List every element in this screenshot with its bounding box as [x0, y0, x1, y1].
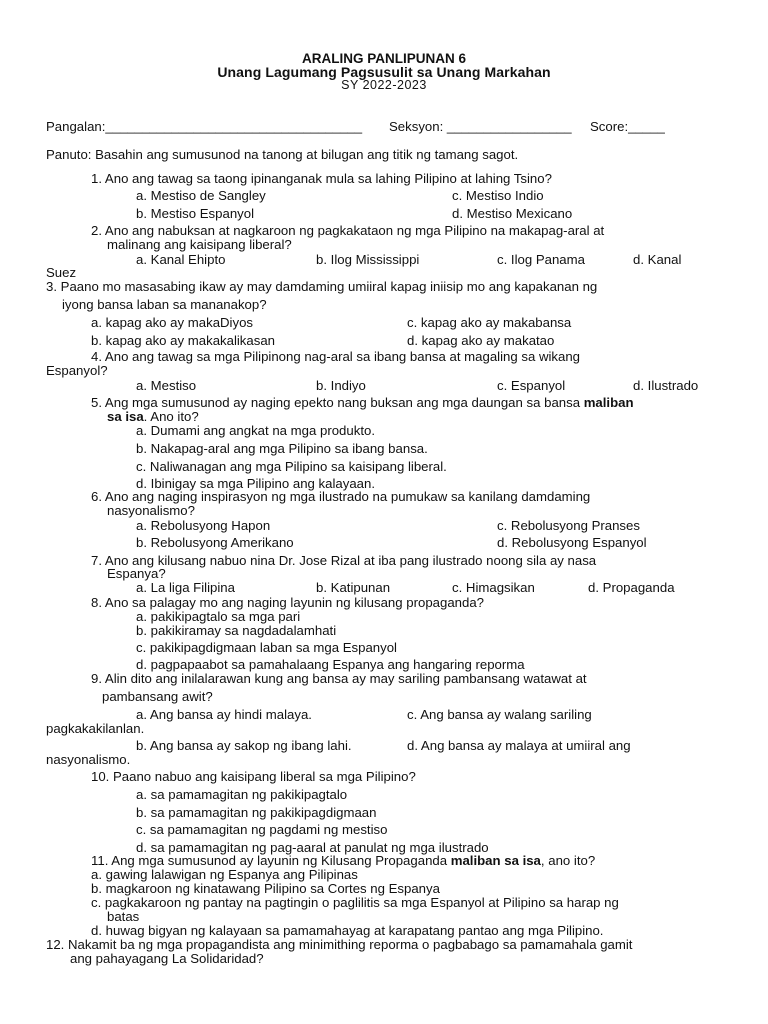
- question-6-option-b: b. Rebolusyong Amerikano: [136, 535, 294, 550]
- question-2-option-b: b. Ilog Mississippi: [316, 252, 420, 267]
- score-field-label: Score:_____: [590, 119, 665, 134]
- question-9-option-b: b. Ang bansa ay sakop ng ibang lahi.: [136, 738, 352, 753]
- question-12-stem: 12. Nakamit ba ng mga propagandista ang minimithing reporma o pagbabago sa pamamahala gamit: [46, 937, 633, 952]
- subject-title: ARALING PANLIPUNAN 6: [301, 51, 466, 66]
- question-4-option-a: a. Mestiso: [136, 378, 197, 393]
- question-5-stem-text: 5. Ang mga sumusunod ay naging epekto nang buksan ang mga daungan sa bansa: [91, 395, 584, 410]
- question-1-option-b: b. Mestiso Espanyol: [136, 206, 255, 221]
- question-1-option-c: c. Mestiso Indio: [452, 188, 544, 203]
- question-2-option-d-wrap: Suez: [46, 265, 77, 280]
- question-6-option-d: d. Rebolusyong Espanyol: [497, 535, 647, 550]
- question-2-option-d: d. Kanal: [633, 252, 682, 267]
- instructions: Panuto: Basahin ang sumusunod na tanong at bilugan ang titik ng tamang sagot.: [46, 147, 519, 162]
- question-3-option-c: c. kapag ako ay makabansa: [407, 315, 572, 330]
- question-11-option-c: c. pagkakaroon ng pantay na pagtingin o paglilitis sa mga Espanyol at Pilipino sa harap ng: [91, 895, 619, 910]
- question-7-option-b: b. Katipunan: [316, 580, 391, 595]
- question-9-option-c: c. Ang bansa ay walang sariling: [407, 707, 592, 722]
- question-12-stem-cont: ang pahayagang La Solidaridad?: [70, 951, 264, 966]
- question-1-option-d: d. Mestiso Mexicano: [452, 206, 573, 221]
- question-7-stem-cont: Espanya?: [107, 566, 166, 581]
- question-10-stem: 10. Paano nabuo ang kaisipang liberal sa mga Pilipino?: [91, 769, 416, 784]
- question-9-option-a: a. Ang bansa ay hindi malaya.: [136, 707, 312, 722]
- question-9-option-d-wrap: nasyonalismo.: [46, 752, 131, 767]
- question-8-option-a: a. pakikipagtalo sa mga pari: [136, 609, 301, 624]
- question-6-stem-cont: nasyonalismo?: [107, 503, 195, 518]
- question-2-stem-cont: malinang ang kaisipang liberal?: [107, 237, 292, 252]
- question-4-stem-cont: Espanyol?: [46, 363, 108, 378]
- question-4-option-c: c. Espanyol: [497, 378, 566, 393]
- question-3-option-a: a. kapag ako ay makaDiyos: [91, 315, 253, 330]
- question-5-option-c: c. Naliwanagan ang mga Pilipino sa kaisipang liberal.: [136, 459, 447, 474]
- question-10-option-a: a. sa pamamagitan ng pakikipagtalo: [136, 787, 348, 802]
- question-5-stem-emphasis: maliban: [583, 395, 634, 410]
- question-11-stem-end: , ano ito?: [540, 853, 596, 868]
- question-4-option-b: b. Indiyo: [316, 378, 366, 393]
- question-6-option-c: c. Rebolusyong Pranses: [497, 518, 640, 533]
- question-5-option-d: d. Ibinigay sa mga Pilipino ang kalayaan.: [136, 476, 375, 491]
- exam-title: Unang Lagumang Pagsusulit sa Unang Markahan: [217, 64, 551, 80]
- question-7-option-d: d. Propaganda: [588, 580, 675, 595]
- school-year: SY 2022-2023: [341, 78, 427, 92]
- question-11-option-b: b. magkaroon ng kinatawang Pilipino sa Cortes ng Espanya: [91, 881, 440, 896]
- question-9-option-d: d. Ang bansa ay malaya at umiiral ang: [407, 738, 631, 753]
- question-9-stem-cont: pambansang awit?: [102, 689, 213, 704]
- name-field-label: Pangalan:___________________________________: [46, 119, 363, 134]
- question-8-option-b: b. pakikiramay sa nagdadalamhati: [136, 623, 337, 638]
- question-4-stem: 4. Ano ang tawag sa mga Pilipinong nag-aral sa ibang bansa at magaling sa wikang: [91, 349, 580, 364]
- question-3-option-d: d. kapag ako ay makatao: [407, 333, 555, 348]
- question-8-option-c: c. pakikipagdigmaan laban sa mga Espanyol: [136, 640, 397, 655]
- question-3-stem-cont: iyong bansa laban sa mananakop?: [62, 297, 267, 312]
- question-2-option-a: a. Kanal Ehipto: [136, 252, 226, 267]
- question-11-option-a: a. gawing lalawigan ng Espanya ang Pilipinas: [91, 867, 358, 882]
- section-field-label: Seksyon: _________________: [389, 119, 572, 134]
- question-9-stem: 9. Alin dito ang inilalarawan kung ang bansa ay may sariling pambansang watawat at: [91, 671, 587, 686]
- question-3-stem: 3. Paano mo masasabing ikaw ay may damdaming umiiral kapag iniisip mo ang kapakanan ng: [46, 279, 598, 294]
- question-5-option-a: a. Dumami ang angkat na mga produkto.: [136, 423, 375, 438]
- question-3-option-b: b. kapag ako ay makakalikasan: [91, 333, 276, 348]
- question-5-option-b: b. Nakapag-aral ang mga Pilipino sa ibang bansa.: [136, 441, 428, 456]
- question-8-stem: 8. Ano sa palagay mo ang naging layunin ng kilusang propaganda?: [91, 595, 484, 610]
- question-10-option-b: b. sa pamamagitan ng pakikipagdigmaan: [136, 805, 377, 820]
- question-1-stem: 1. Ano ang tawag sa taong ipinanganak mula sa lahing Pilipino at lahing Tsino?: [91, 171, 552, 186]
- question-5-stem-emphasis-cont: sa isa: [107, 409, 144, 424]
- question-11-stem-emphasis: maliban sa isa: [450, 853, 541, 868]
- question-2-stem: 2. Ano ang nabuksan at nagkaroon ng pagkakataon ng mga Pilipino na makapag-aral at: [91, 223, 605, 238]
- question-7-stem: 7. Ano ang kilusang nabuo nina Dr. Jose Rizal at iba pang ilustrado noong sila ay nasa: [91, 553, 597, 568]
- question-5-stem-text-cont: . Ano ito?: [143, 409, 199, 424]
- question-4-option-d: d. Ilustrado: [633, 378, 699, 393]
- question-7-option-a: a. La liga Filipina: [136, 580, 235, 595]
- question-11-option-d: d. huwag bigyan ng kalayaan sa pamamahayag at karapatang pantao ang mga Pilipino.: [91, 923, 604, 938]
- question-1-option-a: a. Mestiso de Sangley: [136, 188, 266, 203]
- question-9-option-c-wrap: pagkakakilanlan.: [46, 721, 145, 736]
- question-10-option-c: c. sa pamamagitan ng pagdami ng mestiso: [136, 822, 388, 837]
- question-11-option-c-wrap: batas: [107, 909, 140, 924]
- question-6-option-a: a. Rebolusyong Hapon: [136, 518, 271, 533]
- question-11-stem-text: 11. Ang mga sumusunod ay layunin ng Kilusang Propaganda: [91, 853, 451, 868]
- question-7-option-c: c. Himagsikan: [452, 580, 535, 595]
- question-8-option-d: d. pagpapaabot sa pamahalaang Espanya ang hangaring reporma: [136, 657, 525, 672]
- question-6-stem: 6. Ano ang naging inspirasyon ng mga ilustrado na pumukaw sa kanilang damdaming: [91, 489, 591, 504]
- question-2-option-c: c. Ilog Panama: [497, 252, 585, 267]
- question-10-option-d: d. sa pamamagitan ng pag-aaral at panulat ng mga ilustrado: [136, 840, 489, 855]
